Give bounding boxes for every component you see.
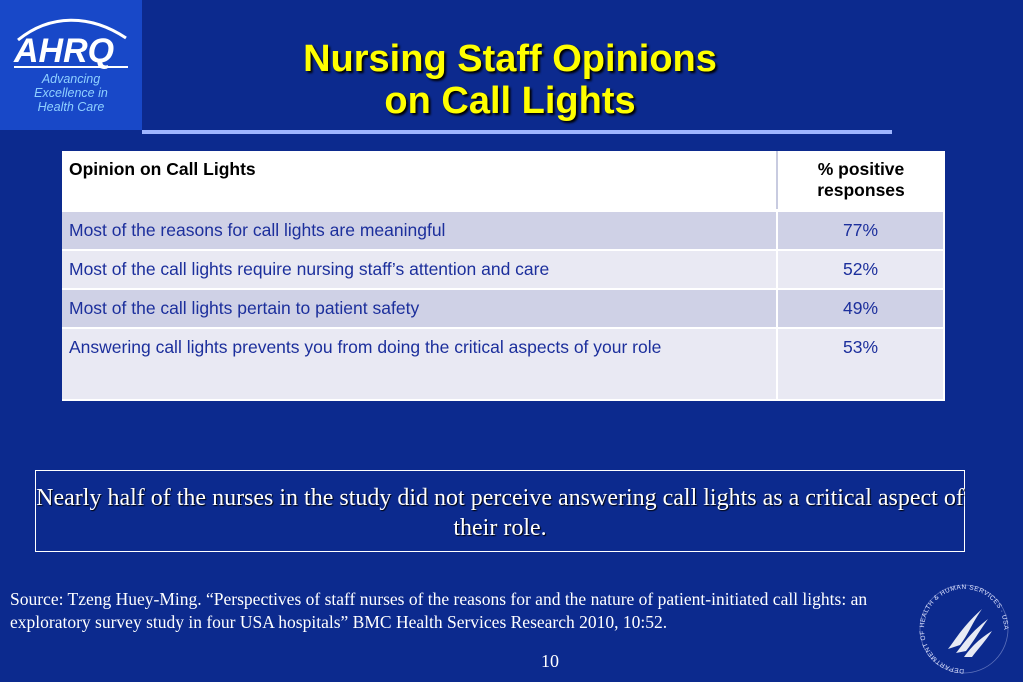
ahrq-logo-mark [10, 18, 132, 70]
ahrq-logo [0, 0, 142, 130]
ahrq-logo-text: AHRQ [14, 32, 115, 70]
table-row [62, 250, 944, 289]
percent-cell: 52% [777, 250, 944, 289]
opinion-cell: Most of the call lights pertain to patient safety [62, 289, 777, 328]
title-line-1: Nursing Staff Opinions [303, 38, 717, 80]
percent-cell: 49% [777, 289, 944, 328]
source-citation: Source: Tzeng Huey-Ming. “Perspectives of staff nurses of the reasons for and the nature of patient-initiated call lights: an exploratory survey study in four USA hospitals” BMC Health Services Research 2010, 10:52. [10, 589, 868, 632]
ahrq-tagline [0, 72, 142, 114]
percent-cell: 77% [777, 211, 944, 251]
slide-title [150, 38, 870, 122]
hhs-seal-icon [912, 583, 1016, 679]
title-underline [142, 130, 892, 134]
tagline-line: Excellence in [34, 86, 108, 100]
opinion-cell: Answering call lights prevents you from doing the critical aspects of your role [62, 328, 777, 400]
table-row [62, 211, 944, 251]
opinion-cell: Most of the reasons for call lights are meaningful [62, 211, 777, 251]
page-number: 10 [541, 651, 559, 671]
tagline-line: Advancing [41, 72, 101, 86]
header-percent: % positive responses [777, 151, 944, 211]
seal-text: DEPARTMENT OF HEALTH & HUMAN SERVICES · USA [919, 583, 1010, 675]
opinions-table [62, 151, 945, 401]
table-header-row [62, 151, 944, 211]
key-finding-callout: Nearly half of the nurses in the study did not perceive answering call lights as a critical aspect of their role. [35, 470, 965, 552]
percent-cell: 53% [777, 328, 944, 400]
opinion-cell: Most of the call lights require nursing staff’s attention and care [62, 250, 777, 289]
table-row [62, 328, 944, 400]
title-line-2: on Call Lights [384, 80, 636, 122]
table-row [62, 289, 944, 328]
header-opinion: Opinion on Call Lights [62, 151, 777, 211]
tagline-line: Health Care [37, 100, 105, 114]
